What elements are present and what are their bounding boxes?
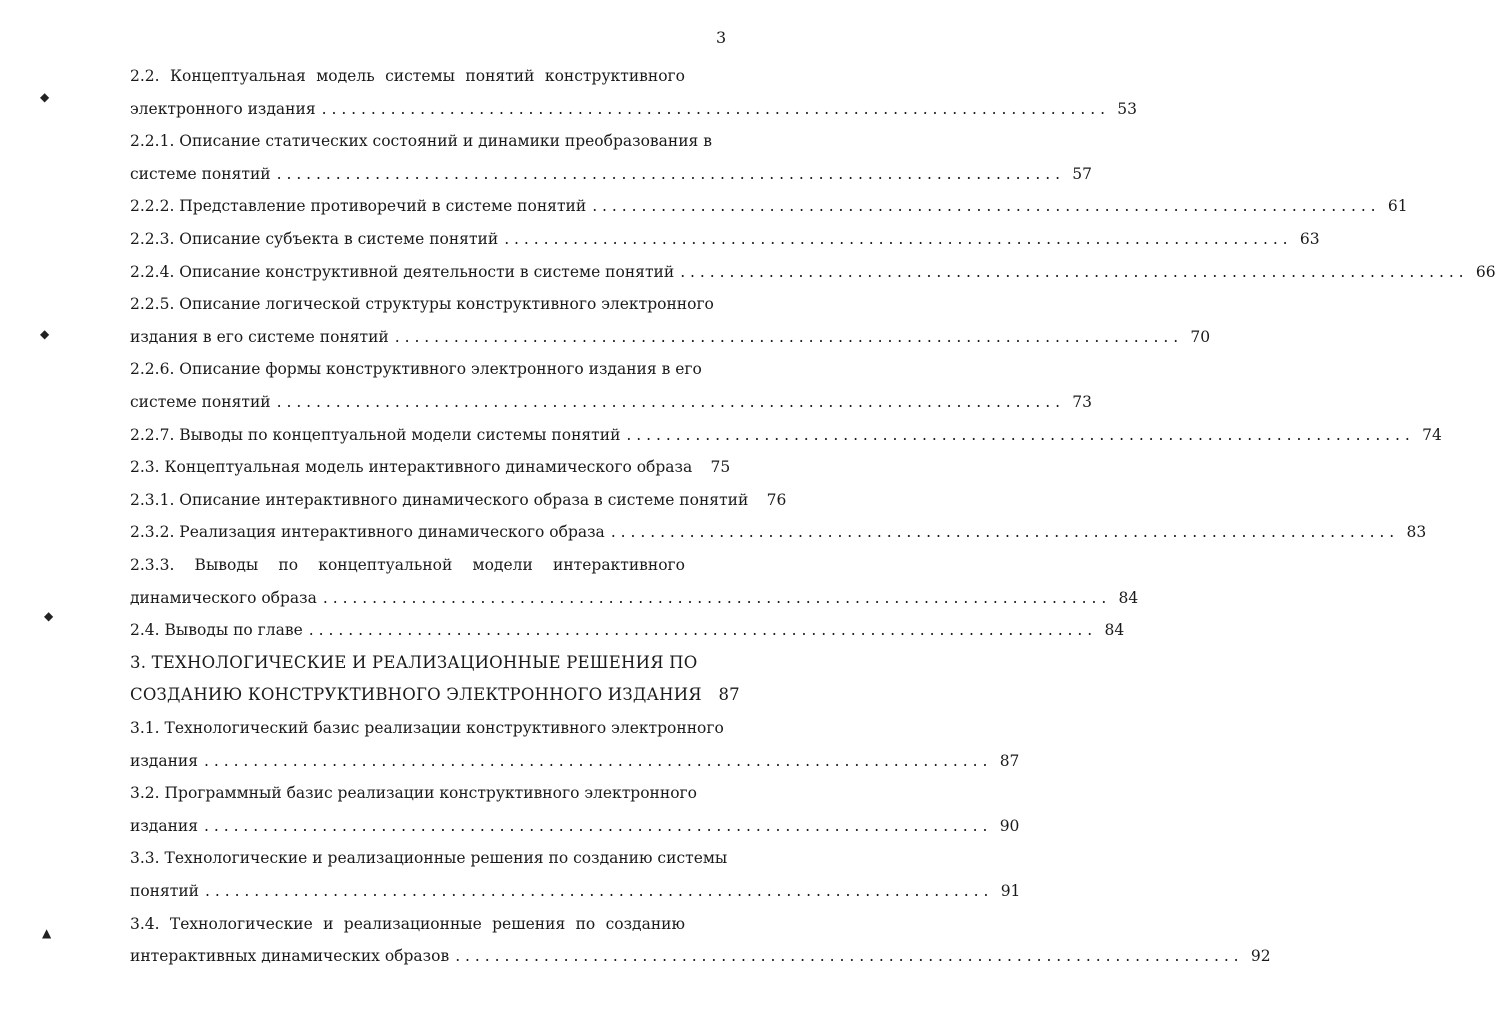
toc-page-number: 84 xyxy=(1104,621,1125,640)
toc-entry-line xyxy=(130,940,1271,972)
toc-entry-title: 2.2.5. Описание логической структуры конструктивного электронного xyxy=(130,295,714,314)
margin-mark: ◆ xyxy=(40,90,50,104)
toc-entry-line-wrapped xyxy=(130,353,702,385)
dot-leader: . . . . . . . . . . . . . . . . . . . . . . . . . . . . . . . . . . . . . . . . . . . . . . . . . . . . . . . . . . . . . . . . . . . . . . . . . . . . . . . . xyxy=(204,816,988,835)
toc-page-number: 57 xyxy=(1072,164,1093,183)
toc-entry-line xyxy=(130,93,1138,125)
toc-entry-line xyxy=(130,745,1020,777)
toc-entry-line xyxy=(130,614,1125,646)
dot-leader: . . . . . . . . . . . . . . . . . . . . . . . . . . . . . . . . . . . . . . . . . . . . . . . . . . . . . . . . . . . . . . . . . . . . . . . . . . . . . . . . xyxy=(394,327,1179,346)
toc-entry-line-wrapped xyxy=(130,777,697,809)
toc-entry-title: электронного издания xyxy=(130,99,316,118)
toc-entry-title: 2.2.2. Представление противоречий в системе понятий xyxy=(130,197,587,216)
toc-entry-title: 2.4. Выводы по главе xyxy=(130,621,303,640)
margin-mark: ◆ xyxy=(44,609,54,623)
toc-entry-line xyxy=(130,875,1021,907)
dot-leader: . . . . . . . . . . . . . . . . . . . . . . . . . . . . . . . . . . . . . . . . . . . . . . . . . . . . . . . . . . . . . . . . . . . . . . . . . . . . . . . . xyxy=(204,751,988,770)
toc-entry-line xyxy=(130,810,1020,842)
page-number: 3 xyxy=(716,28,727,47)
dot-leader: . . . . . . . . . . . . . . . . . . . . . . . . . . . . . . . . . . . . . . . . . . . . . . . . . . . . . . . . . . . . . . . . . . . . . . . . . . . . . . . . xyxy=(592,197,1376,216)
toc-page-number: 87 xyxy=(999,751,1020,770)
dot-leader: . . . . . . . . . . . . . . . . . . . . . . . . . . . . . . . . . . . . . . . . . . . . . . . . . . . . . . . . . . . . . . . . . . . . . . . . . . . . . . . . xyxy=(322,588,1107,607)
toc-entry-title: 2.2.3. Описание субъекта в системе понятий xyxy=(130,230,499,248)
toc-entry-line xyxy=(130,679,740,711)
toc-entry-line xyxy=(130,451,731,483)
toc-entry-line-wrapped xyxy=(130,549,685,581)
toc-entry-line xyxy=(130,256,1496,288)
toc-page-number: 83 xyxy=(1406,523,1427,542)
toc-entry-title: 2.3.2. Реализация интерактивного динамического образа xyxy=(130,523,605,542)
toc-page-number: 53 xyxy=(1117,99,1138,118)
toc-entry-title: динамического образа xyxy=(130,588,317,607)
toc-entry-line xyxy=(130,223,1320,255)
dot-leader: . . . . . . . . . . . . . . . . . . . . . . . . . . . . . . . . . . . . . . . . . . . . . . . . . . . . . . . . . . . . . . . . . . . . . . . . . . . . . . . . xyxy=(610,523,1395,542)
toc-page-number: 74 xyxy=(1422,425,1442,444)
toc-entry-title: СОЗДАНИЮ КОНСТРУКТИВНОГО ЭЛЕКТРОННОГО ИЗДАНИЯ xyxy=(130,685,702,705)
dot-leader: . . . . . . . . . . . . . . . . . . . . . . . . . . . . . . . . . . . . . . . . . . . . . . . . . . . . . . . . . . . . . . . . . . . . . . . . . . . . . . . . xyxy=(308,621,1093,640)
toc-entry-line-wrapped xyxy=(130,60,685,92)
toc-entry-line xyxy=(130,158,1093,190)
toc-page-number: 91 xyxy=(1000,882,1021,900)
toc-entry-line-wrapped xyxy=(130,712,724,744)
toc-entry-title: 3.4. Технологические и реализационные решения по созданию xyxy=(130,914,685,933)
toc-page-number: 75 xyxy=(710,458,731,477)
dot-leader: . . . . . . . . . . . . . . . . . . . . . . . . . . . . . . . . . . . . . . . . . . . . . . . . . . . . . . . . . . . . . . . . . . . . . . . . . . . . . . . . xyxy=(321,99,1106,118)
toc-entry-title: понятий xyxy=(130,882,200,900)
toc-entry-line xyxy=(130,419,1442,451)
toc-entry-title: системе понятий xyxy=(130,393,271,411)
toc-page-number: 73 xyxy=(1072,393,1093,411)
toc-entry-line xyxy=(130,582,1139,614)
toc-entry-title: издания xyxy=(130,751,199,770)
toc-page-number: 92 xyxy=(1250,947,1271,966)
toc-entry-line xyxy=(130,484,787,516)
dot-leader: . . . . . . . . . . . . . . . . . . . . . . . . . . . . . . . . . . . . . . . . . . . . . . . . . . . . . . . . . . . . . . . . . . . . . . . . . . . . . . . . xyxy=(504,230,1288,248)
toc-entry-line xyxy=(130,321,1211,353)
toc-page-number: 90 xyxy=(999,816,1020,835)
toc-entry-title: 3.1. Технологический базис реализации конструктивного электронного xyxy=(130,719,724,737)
toc-page-number: 61 xyxy=(1387,197,1408,216)
toc-entry-title: 3. ТЕХНОЛОГИЧЕСКИЕ И РЕАЛИЗАЦИОННЫЕ РЕШЕНИЯ ПО xyxy=(130,652,698,672)
dot-leader: . . . . . . . . . . . . . . . . . . . . . . . . . . . . . . . . . . . . . . . . . . . . . . . . . . . . . . . . . . . . . . . . . . . . . . . . . . . . . . . . xyxy=(276,393,1061,411)
dot-leader: . . . . . . . . . . . . . . . . . . . . . . . . . . . . . . . . . . . . . . . . . . . . . . . . . . . . . . . . . . . . . . . . . . . . . . . . . . . . . . . . xyxy=(680,262,1464,281)
toc-entry-line-wrapped xyxy=(130,908,685,940)
toc-entry-title: 2.2.4. Описание конструктивной деятельности в системе понятий xyxy=(130,262,675,281)
margin-mark: ▲ xyxy=(42,926,52,940)
dot-leader: . . . . . . . . . . . . . . . . . . . . . . . . . . . . . . . . . . . . . . . . . . . . . . . . . . . . . . . . . . . . . . . . . . . . . . . . . . . . . . . . xyxy=(205,882,989,900)
toc-page-number: 87 xyxy=(718,685,740,705)
toc-entry-title: издания в его системе понятий xyxy=(130,327,389,346)
toc-entry-title: 2.2.7. Выводы по концептуальной модели системы понятий xyxy=(130,425,621,444)
toc-page-number: 63 xyxy=(1299,230,1320,248)
toc-entry-line-wrapped xyxy=(130,647,698,679)
toc-entry-title: 3.2. Программный базис реализации конструктивного электронного xyxy=(130,784,697,803)
toc-page-number: 76 xyxy=(766,490,787,509)
toc-entry-title: системе понятий xyxy=(130,164,271,183)
toc-entry-title: издания xyxy=(130,816,199,835)
toc-entry-title: 2.2.6. Описание формы конструктивного электронного издания в его xyxy=(130,360,702,379)
toc-entry-line xyxy=(130,190,1408,222)
toc-page-number: 84 xyxy=(1118,588,1139,607)
dot-leader: . . . . . . . . . . . . . . . . . . . . . . . . . . . . . . . . . . . . . . . . . . . . . . . . . . . . . . . . . . . . . . . . . . . . . . . . . . . . . . . . xyxy=(626,425,1410,444)
toc-entry-title: 3.3. Технологические и реализационные решения по созданию системы xyxy=(130,849,728,868)
toc-entry-line-wrapped xyxy=(130,125,712,157)
toc-entry-line xyxy=(130,516,1427,548)
margin-mark: ◆ xyxy=(40,327,50,341)
toc-entry-title: 2.3.1. Описание интерактивного динамического образа в системе понятий xyxy=(130,490,749,509)
toc-entry-title: интерактивных динамических образов xyxy=(130,947,450,966)
toc-entry-line xyxy=(130,386,1093,418)
toc-entry-title: 2.3. Концептуальная модель интерактивного динамического образа xyxy=(130,458,693,477)
toc-entry-title: 2.3.3. Выводы по концептуальной модели интерактивного xyxy=(130,556,685,574)
toc-entry-line-wrapped xyxy=(130,842,728,874)
toc-entry-title: 2.2. Концептуальная модель системы понятий конструктивного xyxy=(130,67,685,85)
toc-entry-title: 2.2.1. Описание статических состояний и динамики преобразования в xyxy=(130,132,712,151)
dot-leader: . . . . . . . . . . . . . . . . . . . . . . . . . . . . . . . . . . . . . . . . . . . . . . . . . . . . . . . . . . . . . . . . . . . . . . . . . . . . . . . . xyxy=(276,164,1061,183)
toc-page-number: 70 xyxy=(1190,327,1211,346)
toc-page-number: 66 xyxy=(1475,262,1496,281)
toc-entry-line-wrapped xyxy=(130,288,714,320)
dot-leader: . . . . . . . . . . . . . . . . . . . . . . . . . . . . . . . . . . . . . . . . . . . . . . . . . . . . . . . . . . . . . . . . . . . . . . . . . . . . . . . . xyxy=(455,947,1239,966)
